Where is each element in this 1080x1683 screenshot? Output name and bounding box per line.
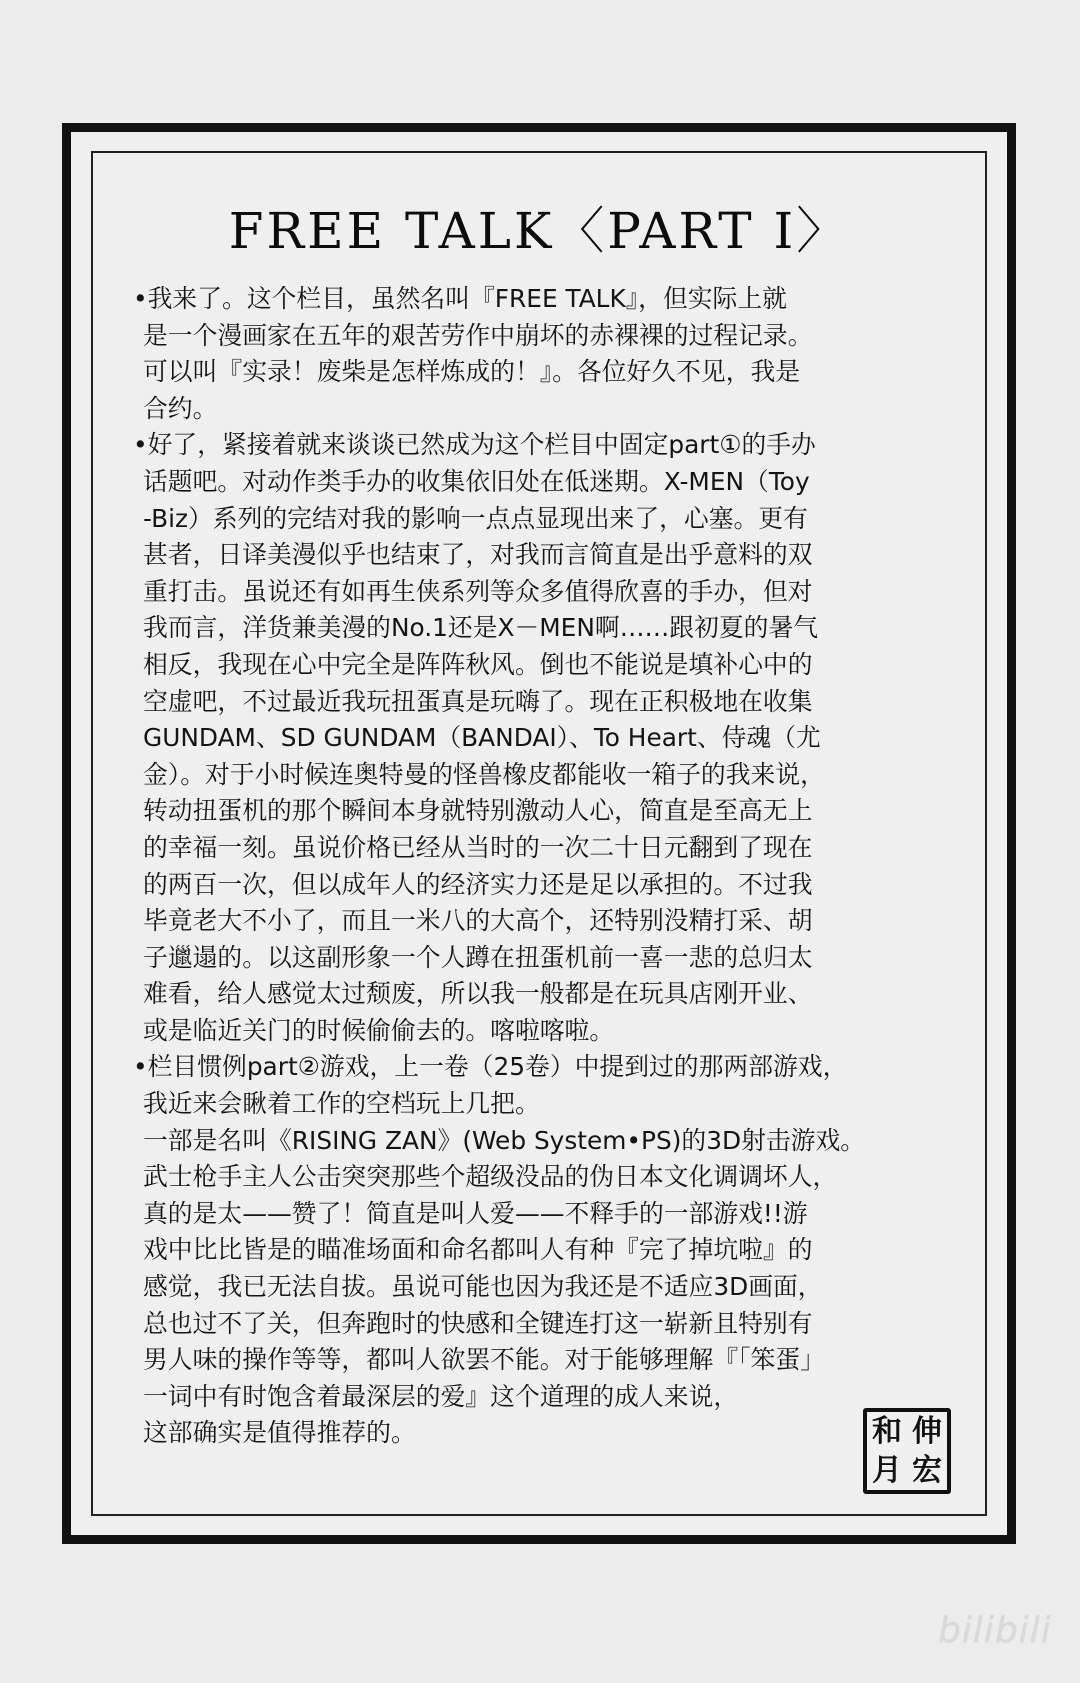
seal-char: 宏	[912, 1452, 942, 1488]
text-line: •我来了。这个栏目，虽然名叫『FREE TALK』，但实际上就	[133, 284, 787, 313]
text-line: 相反，我现在心中完全是阵阵秋风。倒也不能说是填补心中的	[143, 649, 813, 679]
text-line: 重打击。虽说还有如再生侠系列等众多值得欣喜的手办，但对	[143, 576, 813, 606]
text-line: 的幸福一刻。虽说价格已经从当时的一次二十日元翻到了现在	[143, 832, 813, 862]
text-line: 感觉，我已无法自拔。虽说可能也因为我还是不适应3D画面，	[143, 1272, 823, 1302]
text-line: 难看，给人感觉太过颓废，所以我一般都是在玩具店刚开业、	[143, 979, 813, 1009]
text-line: 一词中有时饱含着最深层的爱』这个道理的成人来说，	[143, 1381, 739, 1411]
text-line: 甚者，日译美漫似乎也结束了，对我而言简直是出乎意料的双	[143, 540, 813, 570]
text-line: 武士枪手主人公击突突那些个超级没品的伪日本文化调调坏人，	[143, 1162, 838, 1192]
page-title: FREE TALK〈PART Ⅰ〉	[228, 202, 850, 260]
text-line: 我近来会瞅着工作的空档玩上几把。	[143, 1089, 540, 1119]
paragraph-intro	[133, 281, 947, 427]
paragraph-games	[133, 1049, 947, 1452]
text-line: •栏目惯例part②游戏，上一卷（25卷）中提到过的那两部游戏，	[133, 1052, 848, 1082]
text-line: 空虚吧，不过最近我玩扭蛋真是玩嗨了。现在正积极地在收集	[143, 686, 813, 716]
text-line: 真的是太——赞了！简直是叫人爱——不释手的一部游戏!!游	[143, 1198, 808, 1228]
text-line: 总也过不了关，但奔跑时的快感和全键连打这一崭新且特别有	[143, 1308, 813, 1338]
text-line: 转动扭蛋机的那个瞬间本身就特别激动人心，简直是至高无上	[143, 796, 813, 826]
seal-char: 月	[872, 1452, 902, 1488]
text-line: 是一个漫画家在五年的艰苦劳作中崩坏的赤裸裸的过程记录。	[143, 320, 813, 350]
text-line: 话题吧。对动作类手办的收集依旧处在低迷期。X-MEN（Toy	[143, 466, 810, 496]
seal-char: 和	[872, 1413, 902, 1449]
text-line: 毕竟老大不小了，而且一米八的大高个，还特别没精打采、胡	[143, 906, 813, 936]
author-seal-stamp	[863, 1408, 951, 1494]
outer-frame	[62, 123, 1016, 1544]
paragraph-figures	[133, 427, 947, 1049]
text-line: 一部是名叫《RISING ZAN》(Web System•PS)的3D射击游戏。	[143, 1125, 866, 1155]
inner-frame	[91, 151, 987, 1516]
text-line: •好了，紧接着就来谈谈已然成为这个栏目中固定part①的手办	[133, 430, 816, 460]
text-line: 金）。对于小时候连奥特曼的怪兽橡皮都能收一箱子的我来说，	[143, 759, 825, 789]
text-line: 这部确实是值得推荐的。	[143, 1418, 416, 1448]
text-line: 或是临近关门的时候偷偷去的。喀啦喀啦。	[143, 1015, 615, 1045]
text-line: 子邋遢的。以这副形象一个人蹲在扭蛋机前一喜一悲的总归太	[143, 942, 813, 972]
text-line: 男人味的操作等等，都叫人欲罢不能。对于能够理解『「笨蛋」	[143, 1345, 825, 1375]
text-line: 戏中比比皆是的瞄准场面和命名都叫人有种『完了掉坑啦』的	[143, 1235, 813, 1265]
text-line: 可以叫『实录！废柴是怎样炼成的！』。各位好久不见，我是	[143, 357, 801, 387]
seal-char: 伸	[912, 1413, 942, 1449]
text-line: -Biz）系列的完结对我的影响一点点显现出来了，心塞。更有	[143, 503, 808, 533]
text-line: 我而言，洋货兼美漫的No.1还是X－MEN啊……跟初夏的暑气	[143, 613, 819, 643]
bilibili-watermark-logo: bilibili	[938, 1610, 1052, 1651]
text-line: 合约。	[143, 393, 218, 423]
text-line: GUNDAM、SD GUNDAM（BANDAI）、To Heart、侍魂（尤	[143, 723, 821, 753]
body-text	[133, 281, 947, 1452]
text-line: 的两百一次，但以成年人的经济实力还是足以承担的。不过我	[143, 869, 813, 899]
